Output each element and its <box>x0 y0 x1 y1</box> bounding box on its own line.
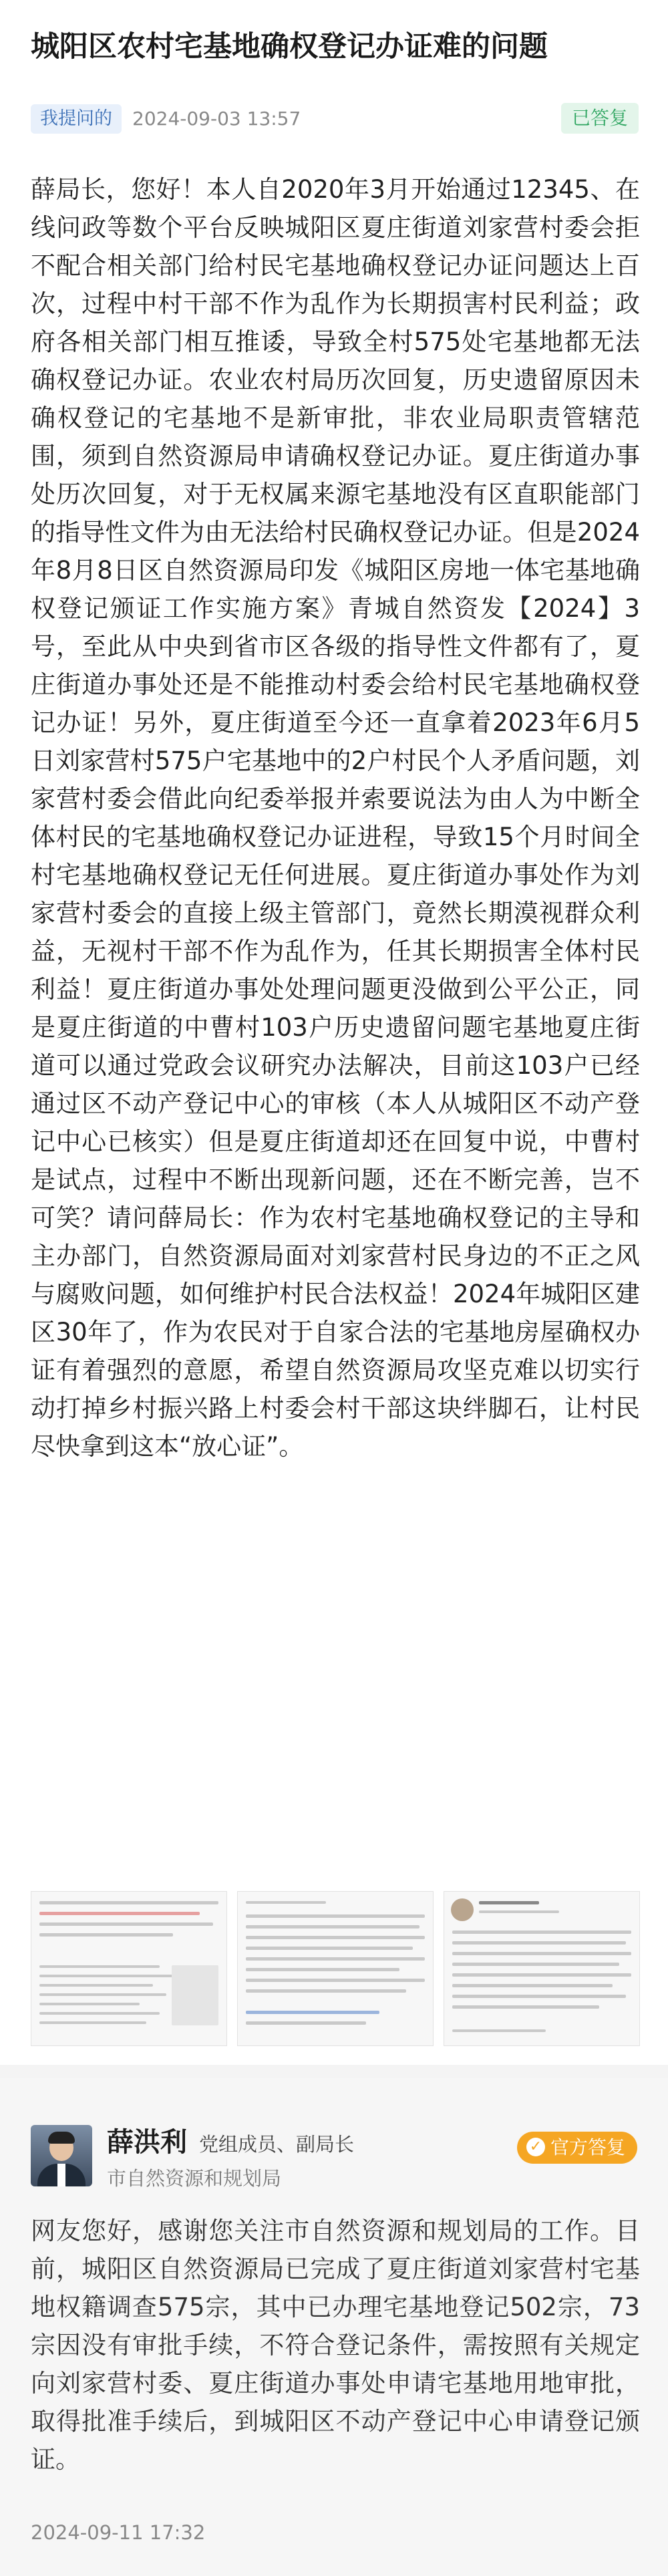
official-reply-badge <box>517 2132 637 2164</box>
official-reply-label: 官方答复 <box>550 2136 625 2158</box>
attachment-gallery <box>31 1891 639 2045</box>
page-title: 城阳区农村宅基地确权登记办证难的问题 <box>31 30 548 63</box>
attachment-thumbnail-2[interactable] <box>237 1891 434 2046</box>
check-icon: ✓ <box>526 2138 545 2156</box>
reply-body: 网友您好，感谢您关注市自然资源和规划局的工作。目前，城阳区自然资源局已完成了夏庄街道刘家营村宅基地权籍调查575宗，其中已办理宅基地登记502宗，73宗因没有审批手续，不符合登记条件，需按照有关规定向刘家营村委、夏庄街道办事处申请宅基地用地审批，取得批准手续后，到城阳区不动产登记中心申请登记颁证。 <box>31 2216 640 2474</box>
attachment-thumbnail-3[interactable] <box>444 1891 640 2046</box>
replier-organization: 市自然资源和规划局 <box>107 2167 282 2190</box>
status-badge: 已答复 <box>561 103 639 134</box>
reply-date: 2024-09-11 17:32 <box>31 2521 206 2544</box>
section-divider <box>0 2065 668 2078</box>
attachment-thumbnail-1[interactable] <box>31 1891 227 2046</box>
replier-name: 薛洪利 <box>107 2127 187 2158</box>
my-question-tag: 我提问的 <box>31 104 122 134</box>
official-reply <box>0 2078 668 2576</box>
avatar <box>31 2125 92 2186</box>
question-body: 薛局长，您好！本人自2020年3月开始通过12345、在线问政等数个平台反映城阳区夏庄街道刘家营村委会拒不配合相关部门给村民宅基地确权登记办证问题达上百次，过程中村干部不作为乱作为长期损害村民利益；政府各相关部门相互推诿，导致全村575处宅基地都无法确权登记办证。农业农村局历次回复，历史遗留原因未确权登记的宅基地不是新审批，非农业局职责管辖范围，须到自然资源局申请确权登记办证。夏庄街道办事处历次回复，对于无权属来源宅基地没有区直职能部门的指导性文件为由无法给村民确权登记办证。但是2024年8月8日区自然资源局印发《城阳区房地一体宅基地确权登记颁证工作实施方案》青城自然资发【2024】3号，至此从中央到省市区各级的指导性文件都有了，夏庄街道办事处还是不能推动村委会给村民宅基地确权登记办证！另外，夏庄街道至今还一直拿着2023年6月5日刘家营村575户宅基地中的2户村民个人矛盾问题，刘家营村委会借此向纪委举报并索要说法为由人为中断全体村民的宅基地确权登记办证进程，导致15个月时间全村宅基地确权登记无任何进展。夏庄街道办事处作为刘家营村委会的直接上级主管部门，竟然长期漠视群众利益，无视村干部不作为乱作为，任其长期损害全体村民利益！夏庄街道办事处处理问题更没做到公平公正，同是夏庄街道的中曹村103户历史遗留问题宅基地夏庄街道可以通过党政会议研究办法解决，目前这103户已经通过区不动产登记中心的审核（本人从城阳区不动产登记中心已核实）但是夏庄街道却还在回复中说，中曹村是试点，过程中不断出现新问题，还在不断完善，岂不可笑？请问薛局长：作为农村宅基地确权登记的主导和主办部门，自然资源局面对刘家营村民身边的不正之风与腐败问题，如何维护村民合法权益！2024年城阳区建区30年了，作为农民对于自家合法的宅基地房屋确权办证有着强烈的意愿，希望自然资源局攻坚克难以切实行动打掉乡村振兴路上村委会村干部这块绊脚石，让村民尽快拿到这本“放心证”。 <box>31 175 640 1461</box>
question-meta <box>31 100 639 138</box>
replier-role: 党组成员、副局长 <box>199 2133 355 2156</box>
question-date: 2024-09-03 13:57 <box>132 108 301 130</box>
